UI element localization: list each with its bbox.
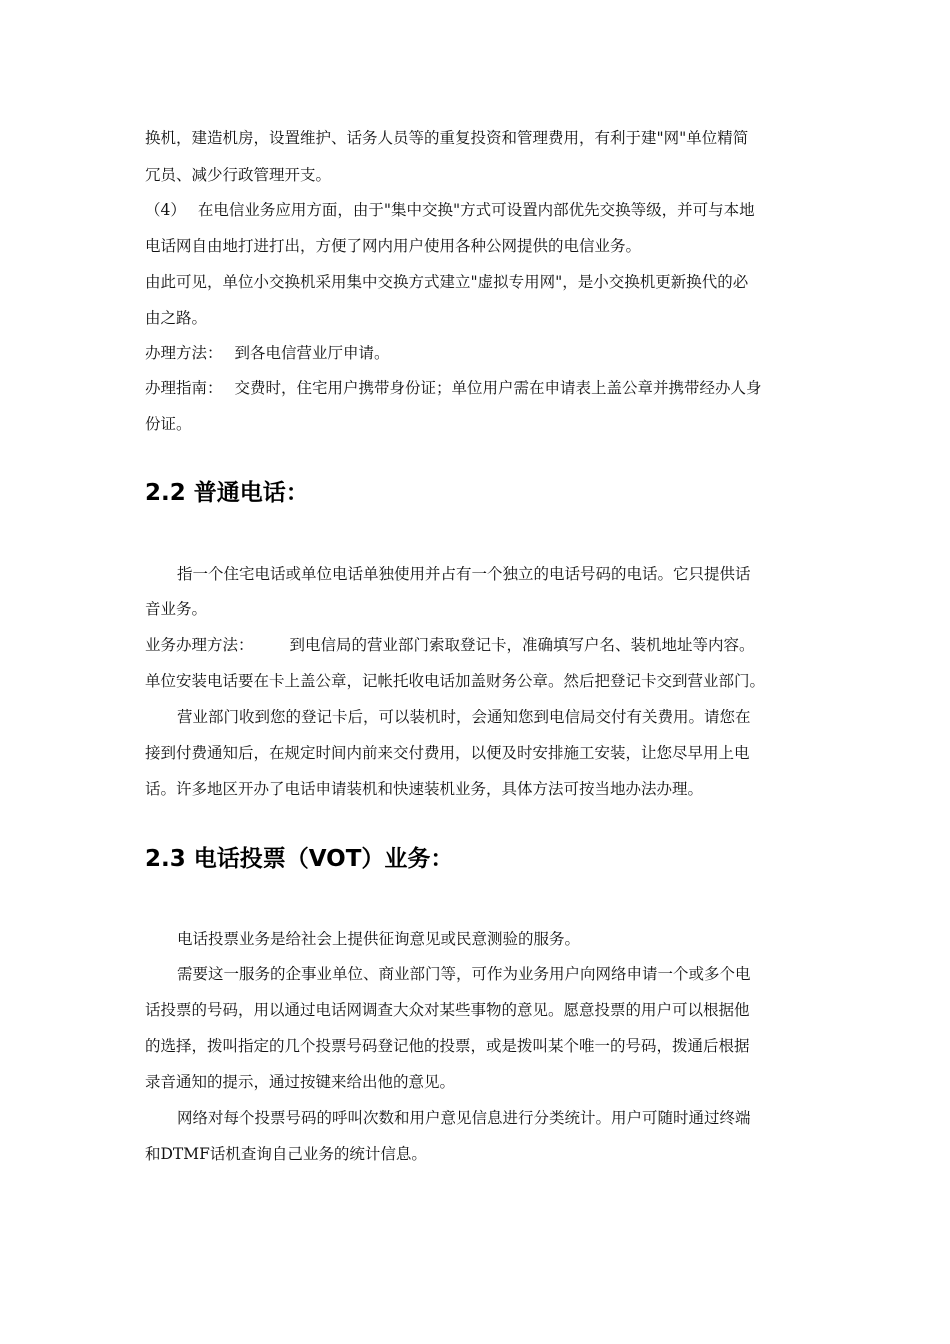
paragraph-line: 话。许多地区开办了电话申请装机和快速装机业务，具体方法可按当地办法办理。 [145,780,704,798]
list-marker: （4） [145,201,186,219]
paragraph-line: 电话投票业务是给社会上提供征询意见或民意测验的服务。 [177,930,581,948]
paragraph-line: 需要这一服务的企事业单位、商业部门等，可作为业务用户向网络申请一个或多个电 [177,965,751,983]
paragraph-line: 营业部门收到您的登记卡后，可以装机时，会通知您到电信局交付有关费用。请您在 [177,708,751,726]
paragraph-line: 和DTMF话机查询自己业务的统计信息。 [145,1145,427,1163]
paragraph-line: 冗员、减少行政管理开支。 [145,166,332,184]
paragraph-line: 份证。 [145,415,192,433]
paragraph-line: 录音通知的提示，通过按键来给出他的意见。 [145,1073,456,1091]
list-item-text: 在电信业务应用方面，由于"集中交换"方式可设置内部优先交换等级，并可与本地 [197,201,755,219]
paragraph-line: 换机，建造机房，设置维护、话务人员等的重复投资和管理费用，有利于建"网"单位精简 [145,129,749,147]
list-item-4 [145,203,755,219]
section-heading-2-3: 2.3 电话投票（VOT）业务： [145,846,454,872]
paragraph-line: 接到付费通知后，在规定时间内前来交付费用，以便及时安排施工安装，让您尽早用上电 [145,744,750,762]
paragraph-line: 电话网自由地打进打出，方便了网内用户使用各种公网提供的电信业务。 [145,237,642,255]
paragraph-line: 话投票的号码，用以通过电话网调查大众对某些事物的意见。愿意投票的用户可以根据他 [145,1001,750,1019]
procedure-text: 到电信局的营业部门索取登记卡，准确填写户名、装机地址等内容。 [289,636,755,654]
paragraph-line: 网络对每个投票号码的呼叫次数和用户意见信息进行分类统计。用户可随时通过终端 [177,1109,751,1127]
paragraph-line: 单位安装电话要在卡上盖公章，记帐托收电话加盖财务公章。然后把登记卡交到营业部门。 [145,672,766,690]
procedure-label: 业务办理方法： [145,636,254,654]
section-heading-2-2: 2.2 普通电话： [145,480,309,506]
guide-text: 交费时，住宅用户携带身份证；单位用户需在申请表上盖公章并携带经办人身 [234,379,762,397]
method-text: 到各电信营业厅申请。 [234,344,390,362]
method-label: 办理方法： [145,344,223,362]
paragraph-line: 由此可见，单位小交换机采用集中交换方式建立"虚拟专用网"，是小交换机更新换代的必 [145,273,749,291]
paragraph-line: 由之路。 [145,309,208,327]
paragraph-line: 的选择，拨叫指定的几个投票号码登记他的投票，或是拨叫某个唯一的号码，拨通后根据 [145,1037,750,1055]
guide-label: 办理指南： [145,379,223,397]
method-line [145,346,390,362]
guide-line [145,381,762,397]
procedure-line [145,638,755,654]
paragraph-line: 音业务。 [145,600,208,618]
paragraph-line: 指一个住宅电话或单位电话单独使用并占有一个独立的电话号码的电话。它只提供话 [177,565,751,583]
